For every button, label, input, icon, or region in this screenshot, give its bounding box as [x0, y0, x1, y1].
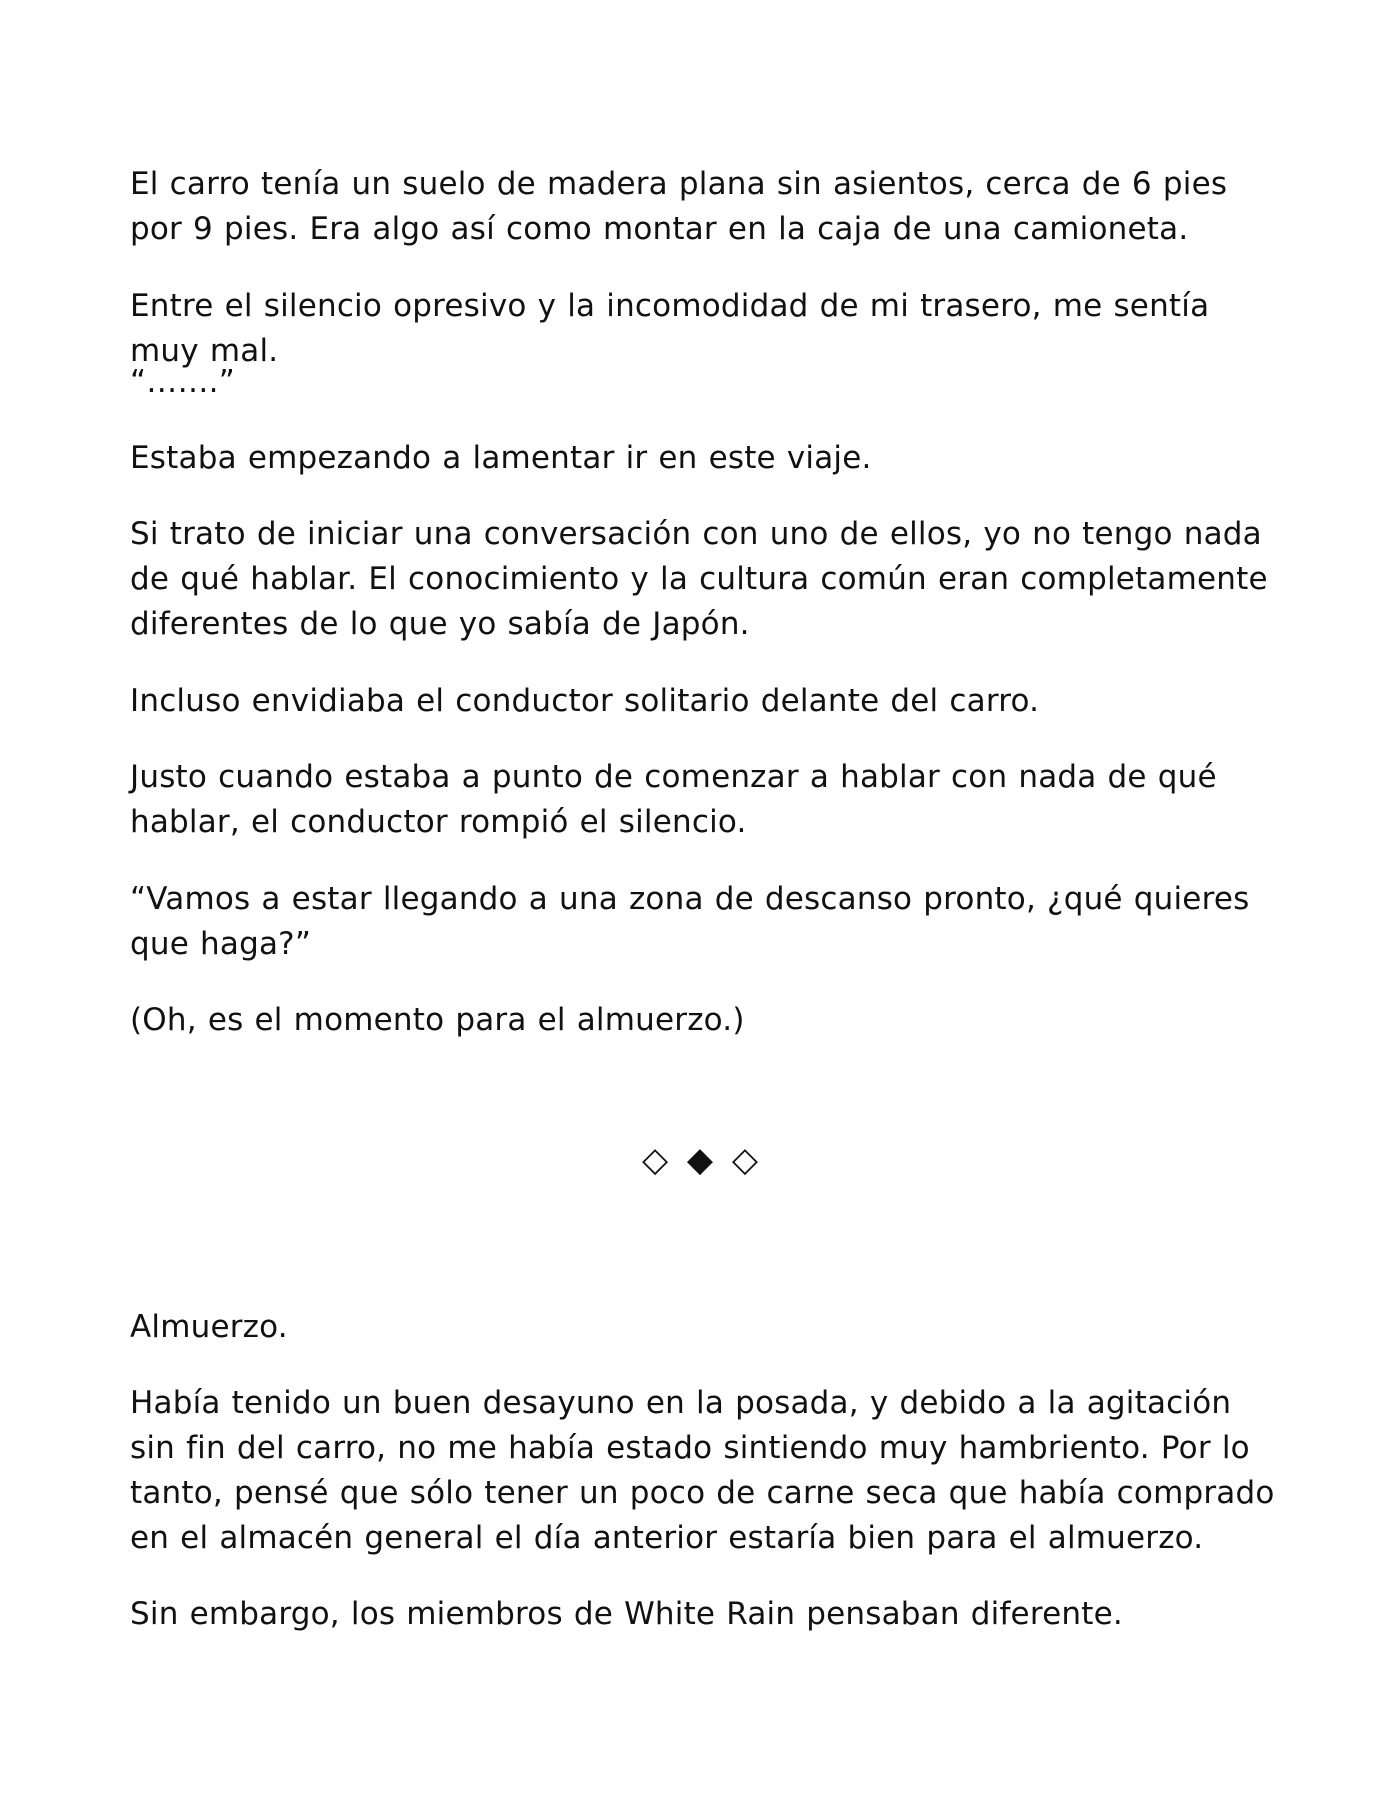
paragraph-cart-description: El carro tenía un suelo de madera plana sin asientos, cerca de 6 pies por 9 pies. Era algo así como montar en la caja de una camioneta. — [130, 166, 1228, 247]
paragraph-envy-driver: Incluso envidiaba el conductor solitario delante del carro. — [130, 683, 1040, 719]
paragraph-lunch-time: (Oh, es el momento para el almuerzo.) — [130, 1002, 745, 1038]
paragraph-ellipsis-dialogue: “…….” — [130, 364, 235, 400]
paragraph-regret: Estaba empezando a lamentar ir en este viaje. — [130, 440, 872, 476]
paragraph-conversation: Si trato de iniciar una conversación con uno de ellos, yo no tengo nada de qué hablar. El conocimiento y la cultura común eran completamente diferentes de lo que yo sabía de Japón. — [130, 516, 1268, 642]
filled-diamond-icon: ◆ — [686, 1140, 714, 1180]
paragraph-breakfast: Había tenido un buen desayuno en la posada, y debido a la agitación sin fin del carro, no me había estado sintiendo muy hambriento. Por lo tanto, pensé que sólo tener un poco de carne seca que había comprado en el almacén general el día anterior estaría bien para el almuerzo. — [130, 1385, 1275, 1556]
paragraph-lunch-heading: Almuerzo. — [130, 1309, 288, 1345]
paragraph-rest-area-dialogue: “Vamos a estar llegando a una zona de descanso pronto, ¿qué quieres que haga?” — [130, 881, 1250, 962]
paragraph-driver-breaks-silence: Justo cuando estaba a punto de comenzar a hablar con nada de qué hablar, el conductor rompió el silencio. — [130, 759, 1217, 840]
section-separator — [0, 1140, 1400, 1180]
paragraph-white-rain: Sin embargo, los miembros de White Rain pensaban diferente. — [130, 1596, 1123, 1632]
hollow-diamond-icon: ◇ — [641, 1140, 669, 1180]
hollow-diamond-icon: ◇ — [731, 1140, 759, 1180]
paragraph-silence: Entre el silencio opresivo y la incomodidad de mi trasero, me sentía muy mal. — [130, 288, 1210, 369]
